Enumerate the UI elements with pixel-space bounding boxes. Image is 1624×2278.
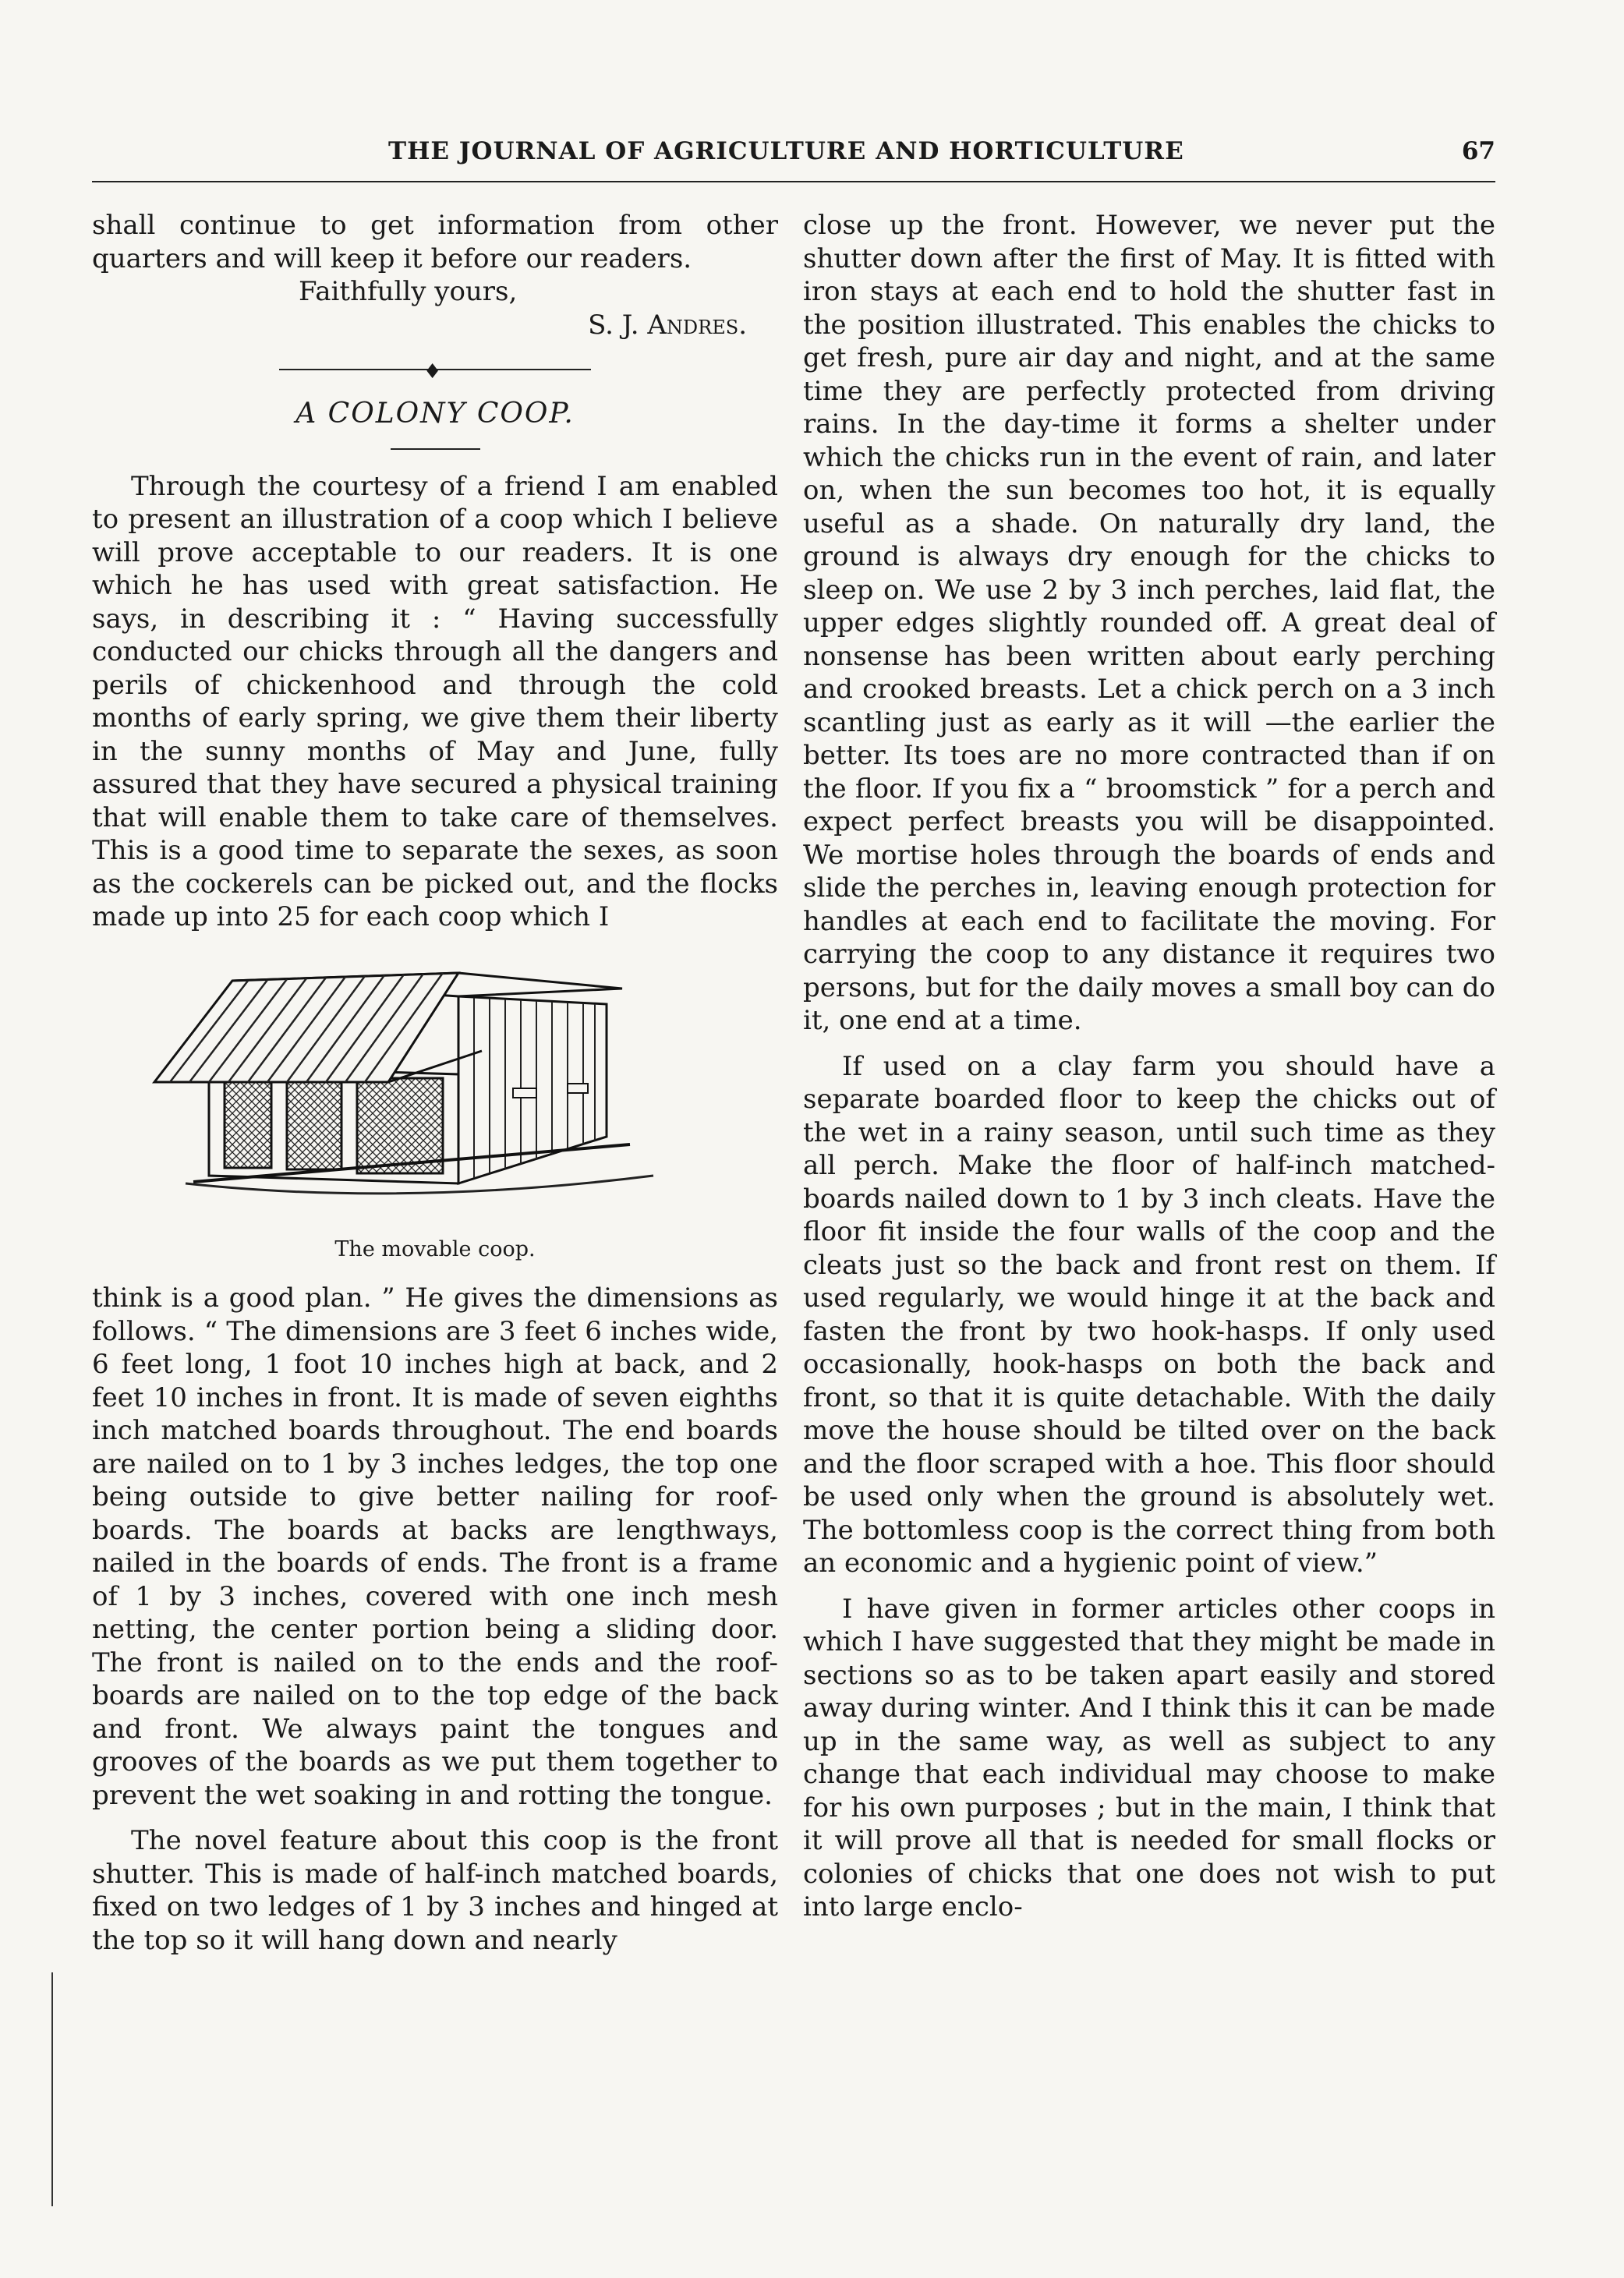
running-header — [92, 137, 1495, 176]
coop-drawing — [92, 950, 778, 1229]
article-paragraph-6: I have given in former articles other coops in which I have suggested that they might be made in sections so as to be taken apart easily and stored away during winter. And I think this it can be made up in the same way, as well as subject to any change that each individual may choose to make for his own purposes ; but in the main, I think that it will prove all that is needed for small flocks or colonies of chicks that one does not wish to put into large enclo- — [803, 1593, 1495, 1923]
title-rule — [391, 448, 480, 450]
letter-signature: S. J. Andres. — [588, 309, 747, 341]
journal-title: THE JOURNAL OF AGRICULTURE AND HORTICULTURE — [388, 137, 1184, 165]
figure-caption: The movable coop. — [334, 1236, 536, 1261]
right-column — [803, 209, 1495, 1924]
article-paragraph-4: close up the front. However, we never put the shutter down after the first of May. It is fitted with iron stays at each end to hold the shutter fast in the position illustrated. This enables the chicks to get fresh, pure air day and night, and at the same time they are perfectly protected from driving rains. In the day-time it forms a shelter under which the chicks run in the event of rain, and later on, when the sun becomes too hot, it is equally useful as a shade. On naturally dry land, the ground is always dry enough for the chicks to sleep on. We use 2 by 3 inch perches, laid flat, the upper edges slightly rounded off. A great deal of nonsense has been written about early perching and crooked breasts. Let a chick perch on a 3 inch scantling just as early as it will —the earlier the better. Its toes are no more contracted than if on the floor. If you fix a “ broomstick ” for a perch and expect perfect breasts you will be disappointed. We mortise holes through the boards of ends and slide the perches in, leaving enough protection for handles at each end to facilitate the moving. For carrying the coop to any distance it requires two persons, but for the daily moves a small boy can do it, one end at a time. — [803, 210, 1495, 1036]
letter-closing-text: shall continue to get information from other quarters and will keep it before our readers. — [92, 210, 778, 274]
article-paragraph-2: think is a good plan. ” He gives the dimensions as follows. “ The dimensions are 3 feet 6 inches wide, 6 feet long, 1 foot 10 inches high at back, and 2 feet 10 inches in front. It is made of seven eighths inch matched boards throughout. The end boards are nailed on to 1 by 3 inches ledges, the top one being outside to give better nailing for roof-boards. The boards at backs are lengthways, nailed in the boards of ends. The front is a frame of 1 by 3 inches, covered with one inch mesh netting, the center portion being a sliding door. The front is nailed on to the ends and the roof-boards are nailed on to the top edge of the back and front. We always paint the tongues and grooves of the boards as we put them together to prevent the wet soaking in and rotting the tongue. — [92, 1282, 778, 1811]
margin-rule — [51, 1972, 53, 2206]
header-rule — [92, 181, 1495, 182]
article-paragraph-1: Through the courtesy of a friend I am enabled to present an illustration of a coop which I believe will prove acceptable to our readers. It is one which he has used with great satisfaction. He says, in describing it : “ Having successfully conducted our chicks through all the dangers and perils of chickenhood and through the cold months of early spring, we give them their liberty in the sunny months of May and June, fully assured that they have secured a physical training that will enable them to take care of themselves. This is a good time to separate the sexes, as soon as the cockerels can be picked out, and the flocks made up into 25 for each coop which I — [92, 470, 778, 932]
page-number: 67 — [1461, 137, 1495, 165]
coop-illustration — [92, 950, 778, 1229]
divider-ornament: ♦ — [423, 360, 442, 384]
section-divider — [279, 360, 591, 384]
letter-valediction: Faithfully yours, — [299, 276, 518, 307]
left-column — [92, 209, 778, 1957]
article-paragraph-3: The novel feature about this coop is the front shutter. This is made of half-inch matched boards, fixed on two ledges of 1 by 3 inches and hinged at the top so it will hang down and nearly — [92, 1825, 778, 1956]
article-paragraph-5: If used on a clay farm you should have a separate boarded floor to keep the chicks out of the wet in a rainy season, until such time as they all perch. Make the floor of half-inch matched-boards nailed down to 1 by 3 inch cleats. Have the floor fit inside the four walls of the coop and the cleats just so the back and front rest on them. If used regularly, we would hinge it at the back and fasten the front by two hook-hasps. If only used occasionally, hook-hasps on both the back and front, so that it is quite detachable. With the daily move the house should be tilted over on the back and the floor scraped with a hoe. This floor should be used only when the ground is absolutely wet. The bottomless coop is the correct thing from both an economic and a hygienic point of view.” — [803, 1050, 1495, 1579]
article-title: A COLONY COOP. — [295, 398, 575, 430]
